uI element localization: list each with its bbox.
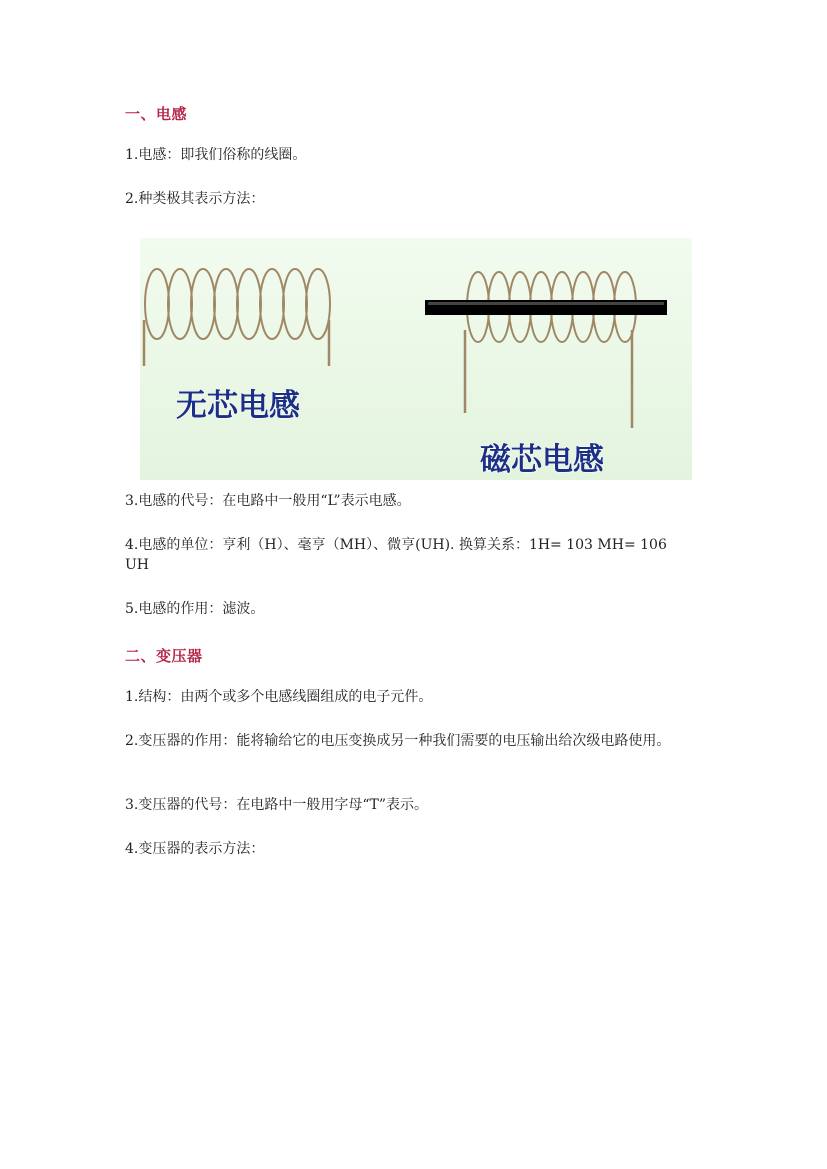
inductor-figure: [140, 238, 692, 480]
paragraph-transformer-function: 2.变压器的作用：能将输给它的电压变换成另一种我们需要的电压输出给次级电路使用。: [125, 733, 671, 749]
section-heading-transformer: 二、变压器: [125, 647, 203, 665]
paragraph-inductor-units: 4.电感的单位：亨利（H）、毫亨（MH）、微亨(UH). 换算关系：1H= 103 MH= 106 UH: [125, 537, 667, 573]
inductor-illustration: [140, 238, 692, 480]
paragraph-transformer-structure: 1.结构：由两个或多个电感线圈组成的电子元件。: [125, 689, 433, 705]
magnetic-core-highlight: [428, 302, 664, 305]
paragraph-inductor-definition: 1.电感：即我们俗称的线圈。: [125, 147, 307, 163]
magnetic-core-label: 磁芯电感: [480, 442, 604, 478]
air-core-label: 无芯电感: [176, 388, 300, 424]
paragraph-transformer-symbol: 3.变压器的代号：在电路中一般用字母“T”表示。: [125, 797, 429, 813]
paragraph-inductor-types: 2.种类极其表示方法：: [125, 191, 265, 207]
paragraph-inductor-symbol: 3.电感的代号：在电路中一般用“L”表示电感。: [125, 493, 411, 509]
paragraph-inductor-function: 5.电感的作用：滤波。: [125, 601, 265, 617]
paragraph-transformer-representation: 4.变压器的表示方法：: [125, 841, 265, 857]
section-heading-inductor: 一、电感: [125, 105, 188, 123]
